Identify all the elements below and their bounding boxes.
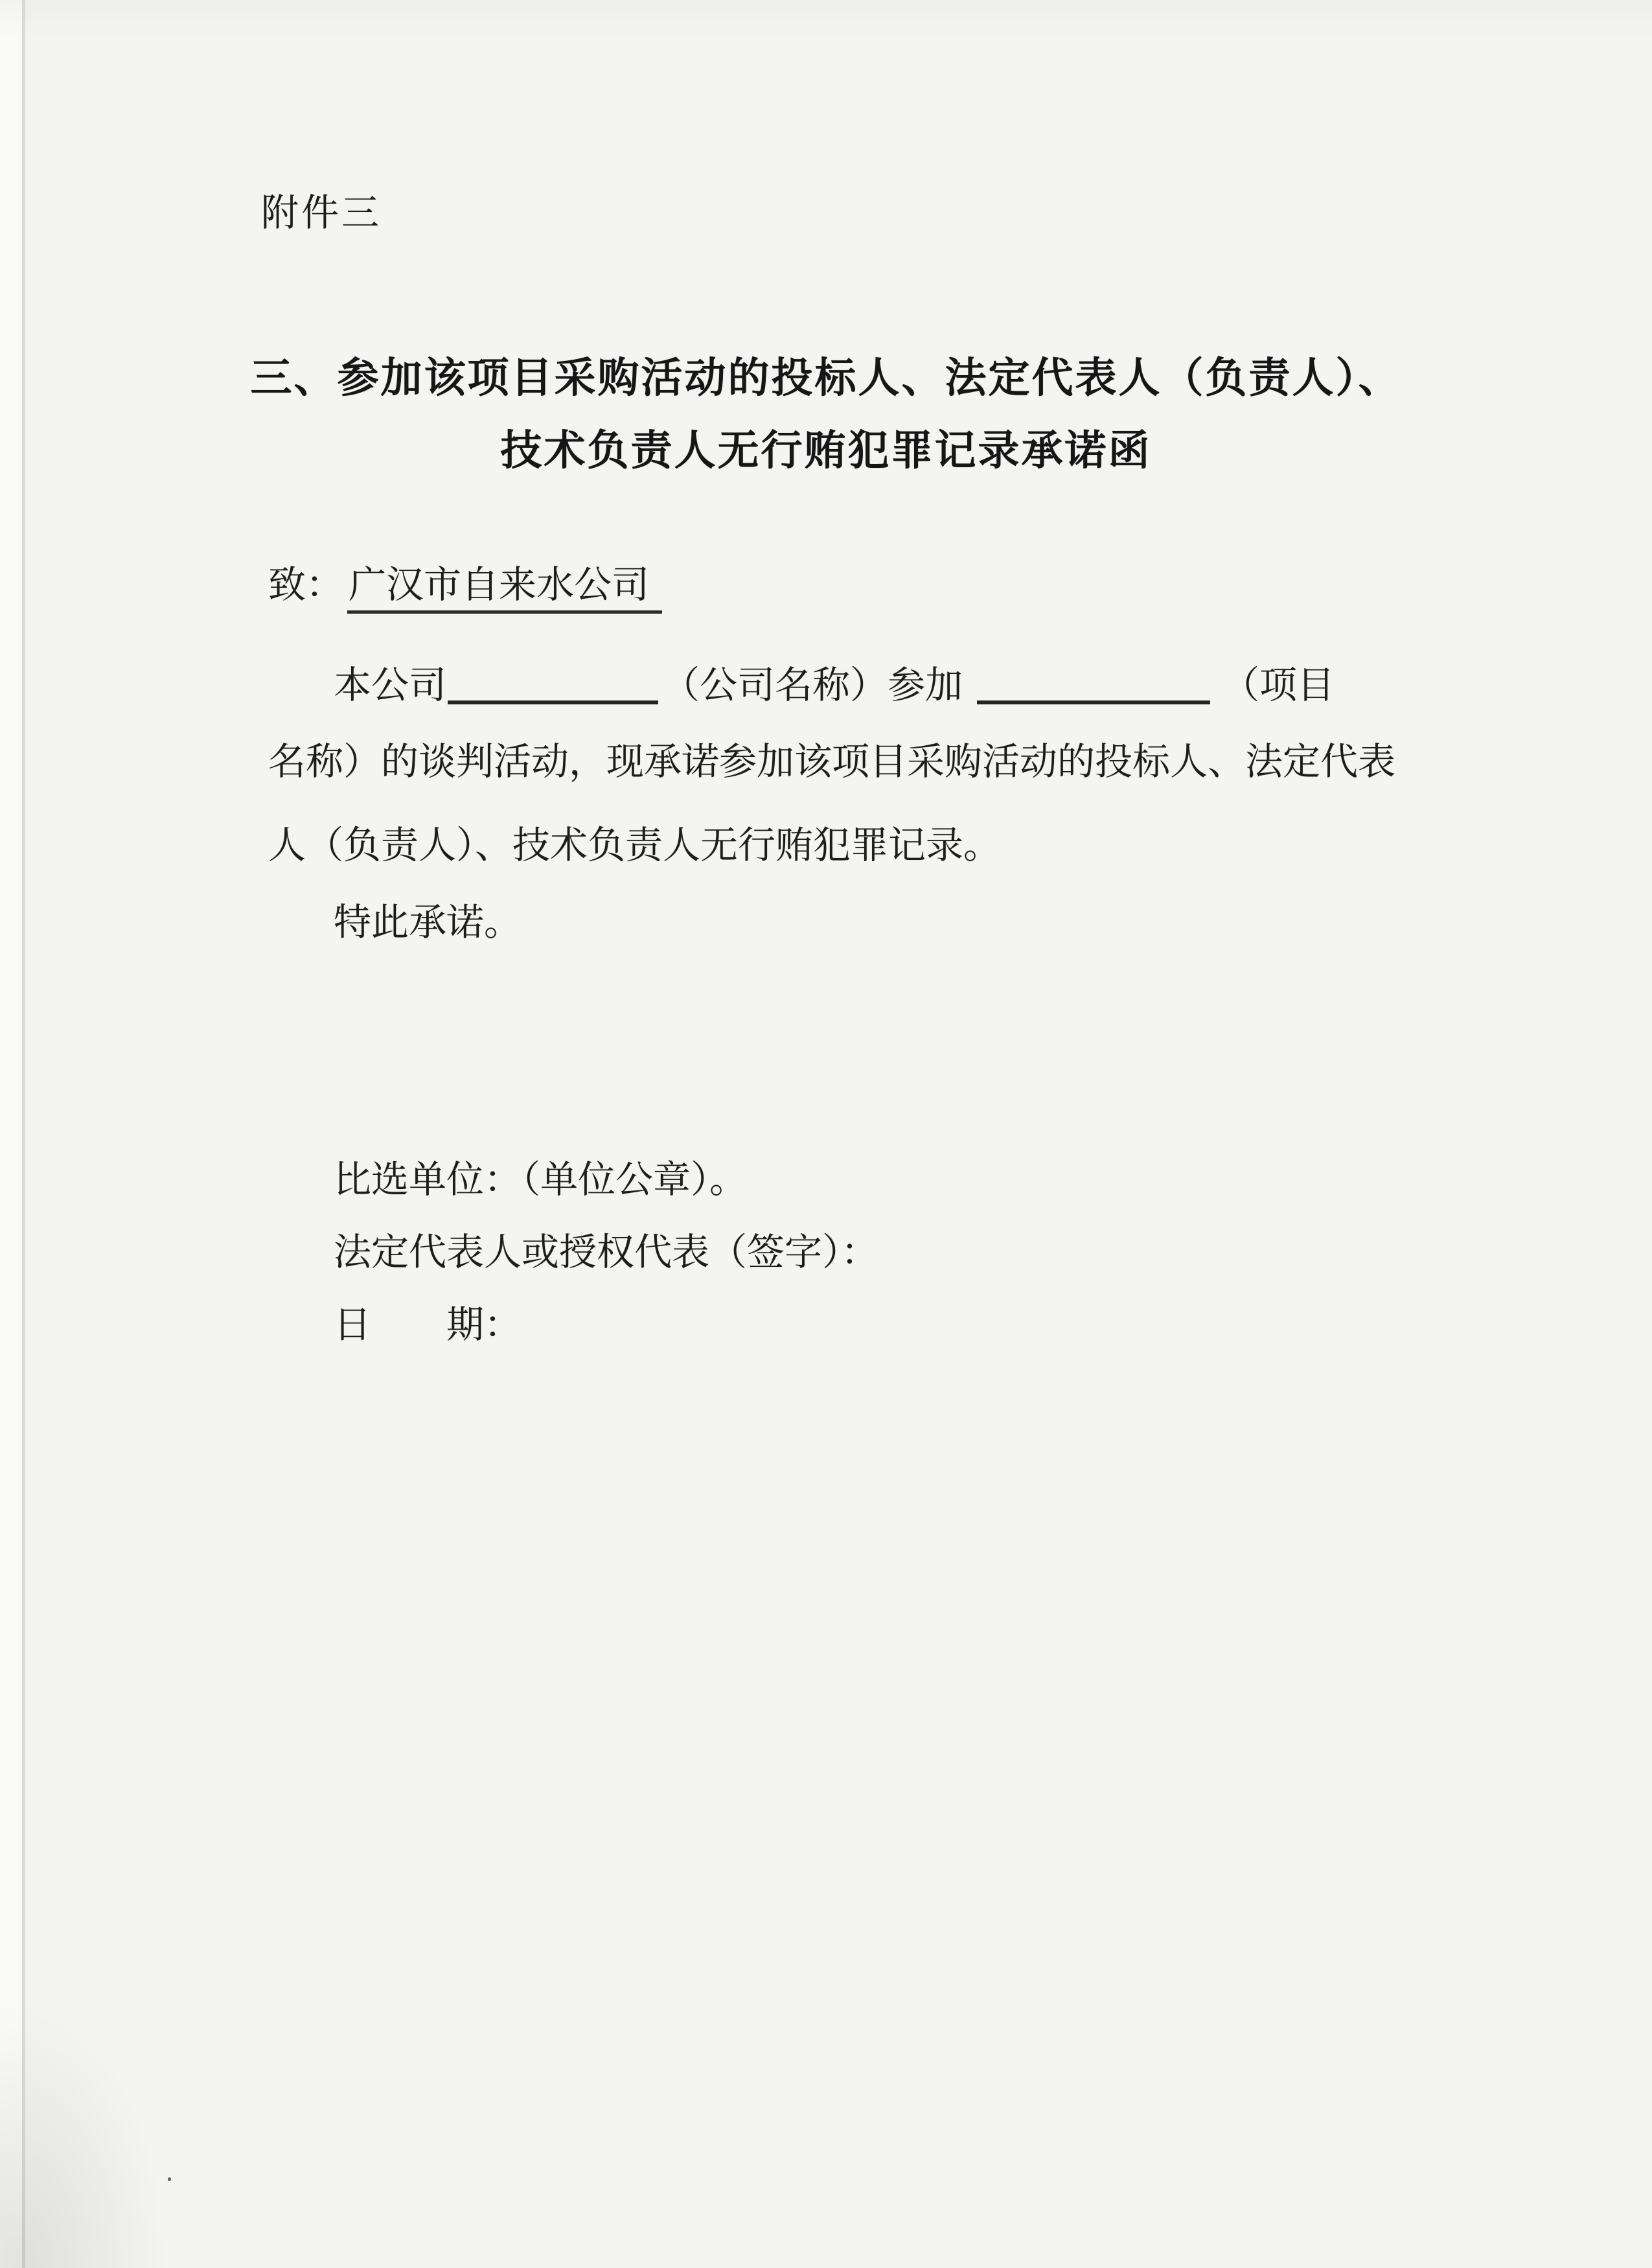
project-name-blank: [977, 660, 1210, 704]
scan-speck: [168, 2177, 171, 2181]
scanner-edge-strip: [0, 0, 22, 2268]
top-scan-shade: [0, 0, 1652, 39]
document-title-line1: 三、参加该项目采购活动的投标人、法定代表人（负责人）、: [250, 354, 1402, 401]
signature-unit-line: 比选单位：（单位公章）。: [334, 1159, 748, 1201]
body-line-1: [334, 660, 1335, 704]
document-title-line2: 技术负责人无行贿犯罪记录承诺函: [500, 427, 1152, 474]
body-line-3: 人（负责人）、技术负责人无行贿犯罪记录。: [268, 824, 1002, 866]
signature-representative-line: 法定代表人或授权代表（签字）：: [334, 1231, 879, 1273]
corner-scan-shade: [0, 1996, 168, 2268]
salutation-prefix: 致：: [268, 564, 344, 606]
salutation-recipient: 广汉市自来水公司: [347, 566, 662, 614]
paper-edge-line: [22, 0, 25, 2268]
company-name-blank: [448, 660, 658, 704]
body-line1-company-label: 本公司: [334, 664, 447, 706]
closing-line: 特此承诺。: [334, 901, 522, 943]
body-line1-middle: （公司名称）参加: [662, 664, 963, 706]
body-line1-end: （项目: [1222, 664, 1335, 706]
salutation-line: [268, 566, 662, 614]
signature-date-line: 日 期：: [334, 1304, 522, 1346]
body-line-2: 名称）的谈判活动，现承诺参加该项目采购活动的投标人、法定代表: [268, 741, 1396, 783]
attachment-label: 附件三: [261, 192, 382, 234]
